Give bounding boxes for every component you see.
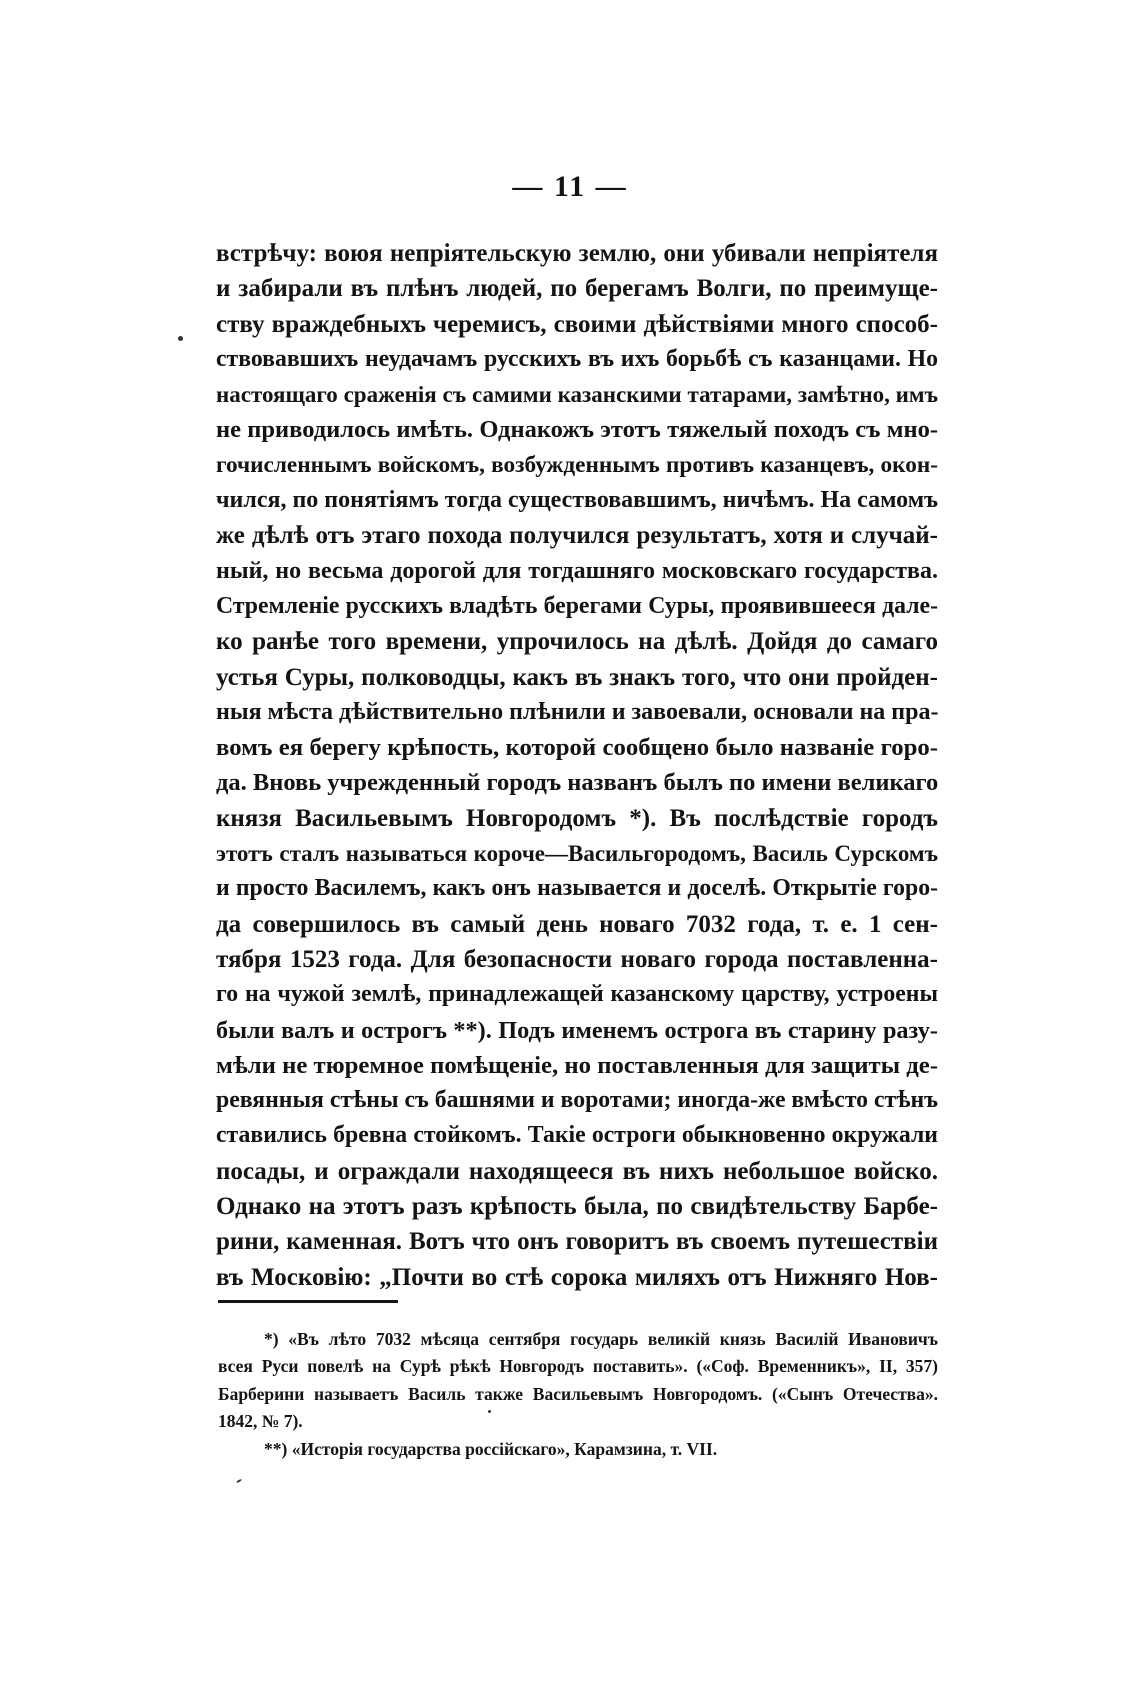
text-line: ныя мѣста дѣйствительно плѣнили и завоевали, основали на пра-	[216, 698, 939, 725]
text-line: ный, но весьма дорогой для тогдашняго московскаго государства.	[216, 557, 938, 584]
text-line: чился, по понятіямъ тогда существовавшимъ, ничѣмъ. На самомъ	[216, 487, 939, 514]
text-line: и забирали въ плѣнъ людей, по берегамъ Волги, по преимуще-	[216, 275, 938, 303]
text-line: встрѣчу: воюя непріятельскую землю, они убивали непріятеля	[216, 240, 938, 267]
text-line: посады, и ограждали находящееся въ нихъ небольшое войско.	[216, 1157, 938, 1185]
text-line: не приводилось имѣть. Однакожъ этотъ тяжелый походъ съ мно-	[216, 416, 938, 444]
text-line: гочисленнымъ войскомъ, возбужденнымъ противъ казанцевъ, окон-	[216, 451, 938, 478]
text-line: да. Вновь учрежденный городъ названъ былъ по имени великаго	[216, 769, 939, 797]
text-line: ству враждебныхъ черемисъ, своими дѣйствіями много способ-	[216, 310, 938, 338]
footnote-1-line: 1842, № 7).	[218, 1411, 303, 1432]
footnote-1-line: *) «Въ лѣто 7032 мѣсяца сентября государь великій князь Василій Ивановичъ	[264, 1329, 938, 1349]
text-line: устья Суры, полководцы, какъ въ знакъ того, что они пройден-	[216, 663, 938, 691]
footnote-divider	[218, 1300, 398, 1303]
main-text	[216, 236, 938, 1295]
text-line: Стремленіе русскихъ владѣть берегами Суры, проявившееся дале-	[216, 592, 938, 619]
footnote-1-line: всея Руси повелѣ на Сурѣ рѣкѣ Новгородъ поставить». («Соф. Временникъ», II, 357)	[218, 1356, 938, 1377]
text-line: тября 1523 года. Для безопасности новаго города поставленна-	[216, 945, 938, 973]
text-line: же дѣлѣ отъ этаго похода получился результатъ, хотя и случай-	[216, 522, 938, 550]
text-line: были валъ и острогъ **). Подъ именемъ острога въ старину разу-	[216, 1016, 938, 1044]
text-line: ко ранѣе того времени, упрочилось на дѣлѣ. Дойдя до самаго	[216, 628, 938, 656]
text-line: го на чужой землѣ, принадлежащей казанскому царству, устроены	[216, 981, 938, 1008]
text-line: рини, каменная. Вотъ что онъ говоритъ въ своемъ путешествіи	[216, 1228, 938, 1256]
footnote-2: **) «Исторія государства россійскаго», Карамзина, т. VII.	[264, 1438, 718, 1459]
text-line: настоящаго сраженія съ самими казанскими татарами, замѣтно, имъ	[216, 382, 938, 408]
scan-speck	[178, 336, 183, 341]
text-line: Однако на этотъ разъ крѣпость была, по свидѣтельству Барбе-	[216, 1193, 938, 1221]
text-line: князя Васильевымъ Новгородомъ *). Въ послѣдствіе городъ	[216, 804, 938, 832]
text-line: и просто Василемъ, какъ онъ называется и доселѣ. Открытіе горо-	[216, 875, 938, 902]
scan-speck	[488, 1410, 491, 1413]
text-line: вомъ ея берегу крѣпость, которой сообщено было названіе горо-	[216, 734, 938, 762]
text-line: ствовавшихъ неудачамъ русскихъ въ ихъ борьбѣ съ казанцами. Но	[216, 345, 938, 372]
text-line: въ Московію: „Почти во стѣ сорока миляхъ отъ Нижняго Нов-	[216, 1263, 938, 1291]
text-line: да совершилось въ самый день новаго 7032 года, т. е. 1 сен-	[216, 910, 938, 938]
text-line: ставились бревна стойкомъ. Такіе остроги обыкновенно окружали	[216, 1122, 938, 1149]
footnote-1-line: Барберини называетъ Василь также Васильевымъ Новгородомъ. («Сынъ Отечества».	[218, 1383, 938, 1404]
page-number: — 11 —	[512, 170, 628, 203]
text-line: этотъ сталъ называться короче—Васильгородомъ, Василь Сурскомъ	[216, 841, 938, 867]
text-line: мѣли не тюремное помѣщеніе, но поставленныя для защиты де-	[216, 1051, 938, 1079]
footnotes	[218, 1326, 938, 1463]
text-line: ревянныя стѣны съ башнями и воротами; иногда-же вмѣсто стѣнъ	[216, 1087, 938, 1114]
scan-speck	[236, 1479, 242, 1484]
